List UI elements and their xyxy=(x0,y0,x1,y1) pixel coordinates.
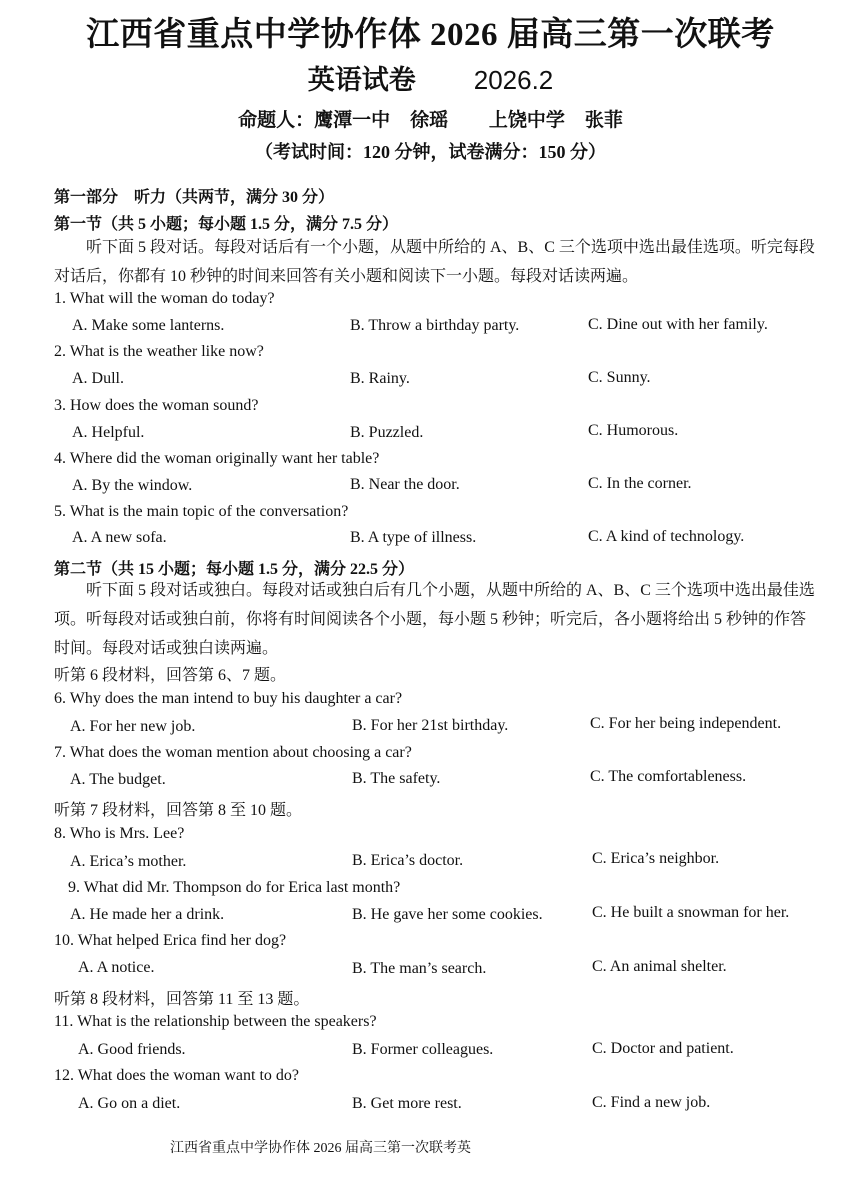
question-5: 5. What is the main topic of the conversation? xyxy=(54,503,349,520)
author-1: 徐瑶 xyxy=(410,110,449,131)
material-7-note: 听第 7 段材料，回答第 8 至 10 题。 xyxy=(54,802,303,819)
page-footer: 江西省重点中学协作体 2026 届高三第一次联考英 xyxy=(170,1141,471,1156)
q2-option-c: C. Sunny. xyxy=(588,369,651,386)
q9-option-b: B. He gave her some cookies. xyxy=(352,906,543,923)
q8-option-c: C. Erica’s neighbor. xyxy=(592,850,720,867)
question-4: 4. Where did the woman originally want her table? xyxy=(54,450,380,467)
q10-option-b: B. The man’s search. xyxy=(352,960,487,977)
q1-option-a: A. Make some lanterns. xyxy=(72,317,225,334)
q5-option-c: C. A kind of technology. xyxy=(588,528,745,545)
q10-option-a: A. A notice. xyxy=(78,959,155,976)
q11-option-b: B. Former colleagues. xyxy=(352,1041,494,1058)
q1-option-c: C. Dine out with her family. xyxy=(588,316,768,333)
subject-line xyxy=(0,58,861,97)
material-6-note: 听第 6 段材料，回答第 6、7 题。 xyxy=(54,667,287,684)
q5-option-b: B. A type of illness. xyxy=(350,529,477,546)
q12-option-b: B. Get more rest. xyxy=(352,1095,462,1112)
q4-option-b: B. Near the door. xyxy=(350,476,460,493)
question-6: 6. Why does the man intend to buy his daughter a car? xyxy=(54,690,403,707)
q6-option-a: A. For her new job. xyxy=(70,718,196,735)
q2-option-a: A. Dull. xyxy=(72,370,124,387)
q9-option-c: C. He built a snowman for her. xyxy=(592,904,790,921)
subject-title: 英语试卷 xyxy=(307,65,416,95)
q6-option-c: C. For her being independent. xyxy=(590,715,782,732)
q11-option-c: C. Doctor and patient. xyxy=(592,1040,734,1057)
q3-option-b: B. Puzzled. xyxy=(350,424,424,441)
q3-option-a: A. Helpful. xyxy=(72,424,145,441)
q10-option-c: C. An animal shelter. xyxy=(592,958,727,975)
q11-option-a: A. Good friends. xyxy=(78,1041,186,1058)
q4-option-c: C. In the corner. xyxy=(588,475,692,492)
section2-heading: 第二节（共 15 小题；每小题 1.5 分，满分 22.5 分） xyxy=(54,561,415,578)
question-7: 7. What does the woman mention about choosing a car? xyxy=(54,744,412,761)
school-2: 上饶中学 xyxy=(488,110,565,131)
question-10: 10. What helped Erica find her dog? xyxy=(54,932,287,949)
author-2: 张菲 xyxy=(584,110,623,131)
exam-title: 江西省重点中学协作体 2026 届高三第一次联考 xyxy=(86,17,775,53)
q6-option-b: B. For her 21st birthday. xyxy=(352,717,509,734)
footer-watermark-blur xyxy=(485,1133,745,1155)
q5-option-a: A. A new sofa. xyxy=(72,529,167,546)
question-9: 9. What did Mr. Thompson do for Erica last month? xyxy=(68,879,401,896)
q2-option-b: B. Rainy. xyxy=(350,370,410,387)
q8-option-a: A. Erica’s mother. xyxy=(70,853,187,870)
authors-line xyxy=(0,105,861,132)
q3-option-c: C. Humorous. xyxy=(588,422,679,439)
part1-heading: 第一部分 听力（共两节，满分 30 分） xyxy=(54,189,335,206)
exam-date: 2026.2 xyxy=(473,65,554,95)
section1-heading: 第一节（共 5 小题；每小题 1.5 分，满分 7.5 分） xyxy=(54,216,399,233)
q7-option-b: B. The safety. xyxy=(352,770,441,787)
section1-instructions: 听下面 5 段对话。每段对话后有一个小题，从题中所给的 A、B、C 三个选项中选出最佳选项。听完每段对话后，你都有 10 秒钟的时间来回答有关小题和阅读下一小题。每段对话读两遍。 xyxy=(54,239,815,285)
exam-info: （考试时间：120 分钟，试卷满分：150 分） xyxy=(255,142,606,162)
question-11: 11. What is the relationship between the speakers? xyxy=(54,1013,377,1030)
q1-option-b: B. Throw a birthday party. xyxy=(350,317,520,334)
question-1: 1. What will the woman do today? xyxy=(54,290,275,307)
q8-option-b: B. Erica’s doctor. xyxy=(352,852,464,869)
q4-option-a: A. By the window. xyxy=(72,477,193,494)
q7-option-c: C. The comfortableness. xyxy=(590,768,747,785)
q9-option-a: A. He made her a drink. xyxy=(70,906,225,923)
q7-option-a: A. The budget. xyxy=(70,771,166,788)
q12-option-a: A. Go on a diet. xyxy=(78,1095,181,1112)
material-8-note: 听第 8 段材料，回答第 11 至 13 题。 xyxy=(54,991,310,1008)
question-8: 8. Who is Mrs. Lee? xyxy=(54,825,185,842)
question-12: 12. What does the woman want to do? xyxy=(54,1067,299,1084)
q12-option-c: C. Find a new job. xyxy=(592,1094,711,1111)
question-3: 3. How does the woman sound? xyxy=(54,397,259,414)
question-2: 2. What is the weather like now? xyxy=(54,343,264,360)
author-label: 命题人：鹰潭一中 xyxy=(238,110,391,131)
section2-instructions: 听下面 5 段对话或独白。每段对话或独白后有几个小题，从题中所给的 A、B、C 三个选项中选出最佳选项。听每段对话或独白前，你将有时间阅读各个小题，每小题 5 秒钟；听完后，各小题将给出 5 秒钟的作答时间。每段对话或独白读两遍。 xyxy=(54,582,815,657)
